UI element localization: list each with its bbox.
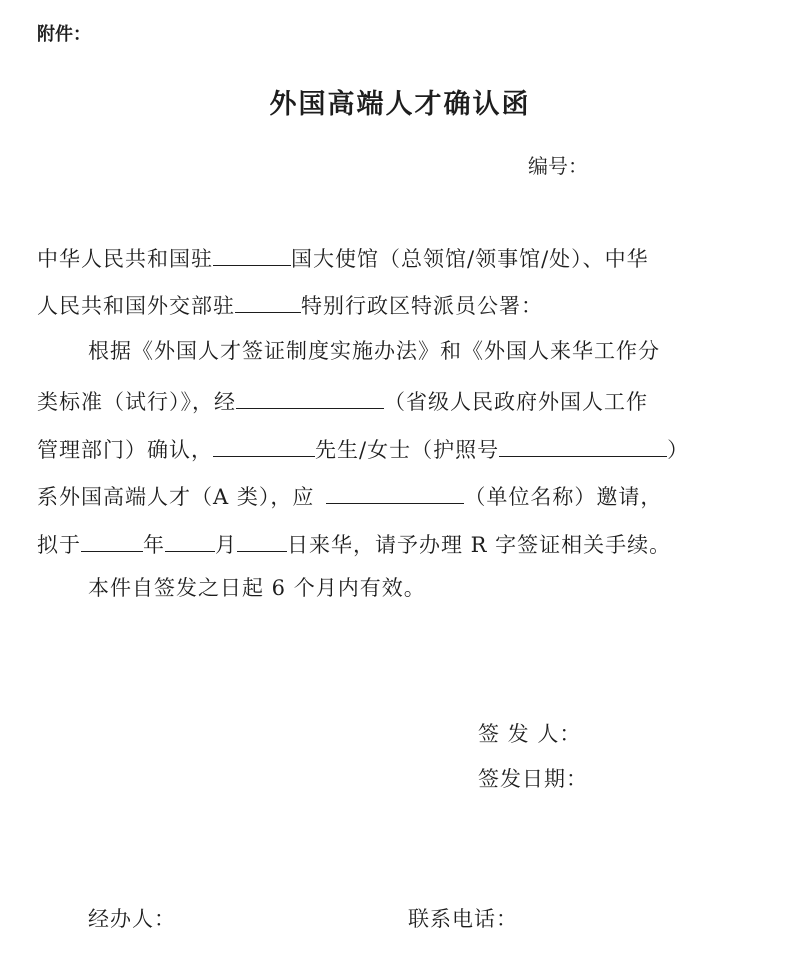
country-blank[interactable] <box>213 243 291 266</box>
region-blank[interactable] <box>235 290 301 313</box>
body-text: 先生/女士（护照号 <box>315 438 500 462</box>
body-text: 月 <box>215 533 237 557</box>
body-text: 年 <box>143 533 165 557</box>
body-text: 本件自签发之日起 6 个月内有效。 <box>88 576 426 600</box>
body-text: 类标准（试行）》，经 <box>37 390 236 414</box>
issuer-label: 签 发 人： <box>478 722 582 746</box>
year-blank[interactable] <box>81 529 143 552</box>
body-text: 日来华，请予办理 R 字签证相关手续。 <box>287 533 672 557</box>
body-line-3 <box>88 338 660 364</box>
body-text: （单位名称）邀请， <box>464 485 663 509</box>
handler-label: 经办人： <box>88 907 176 931</box>
body-text: 根据《外国人才签证制度实施办法》和《外国人来华工作分 <box>88 339 660 363</box>
body-text: 拟于 <box>37 533 81 557</box>
month-blank[interactable] <box>165 529 215 552</box>
name-blank[interactable] <box>213 434 315 457</box>
body-text: 国大使馆（总领馆/领事馆/处）、中华 <box>291 247 649 271</box>
body-text: 系外国高端人才（A 类），应 <box>37 485 315 509</box>
attachment-label: 附件： <box>37 24 91 45</box>
page-title: 外国高端人才确认函 <box>269 89 531 120</box>
body-text: ） <box>667 438 690 462</box>
body-text: 人民共和国外交部驻 <box>37 294 235 318</box>
body-text: 特别行政区特派员公署： <box>301 294 543 318</box>
body-line-4 <box>37 386 648 415</box>
issue-date-label: 签发日期： <box>478 767 588 791</box>
body-line-6 <box>37 481 662 510</box>
day-blank[interactable] <box>237 529 287 552</box>
body-line-8 <box>88 575 426 601</box>
department-blank[interactable] <box>236 386 384 409</box>
body-line-7 <box>37 529 671 558</box>
body-text: 管理部门）确认， <box>37 438 213 462</box>
body-line-1 <box>37 243 649 272</box>
contact-phone-label: 联系电话： <box>408 907 518 931</box>
body-text: （省级人民政府外国人工作 <box>384 390 648 414</box>
body-text: 中华人民共和国驻 <box>37 247 213 271</box>
body-line-2 <box>37 290 543 319</box>
passport-number-blank[interactable] <box>499 434 667 457</box>
document-number-label: 编号： <box>528 154 588 178</box>
organization-blank[interactable] <box>326 481 464 504</box>
body-line-5 <box>37 434 689 463</box>
